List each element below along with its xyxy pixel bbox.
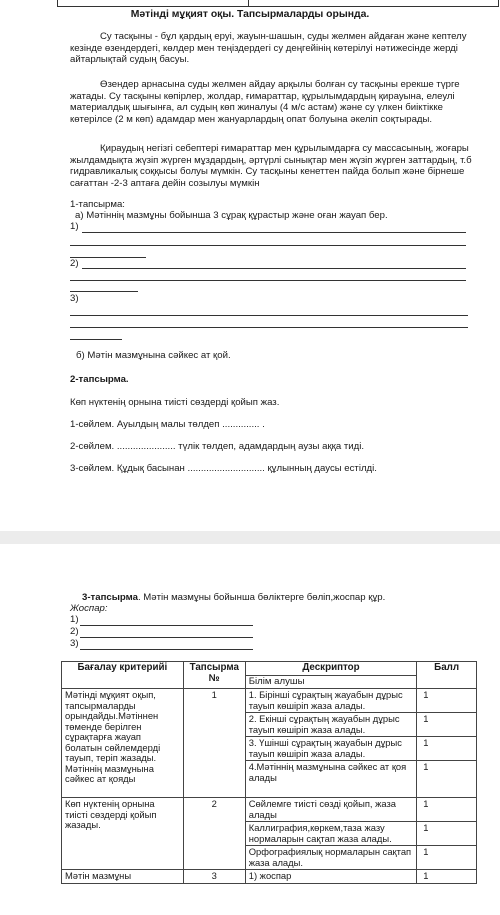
plan-item-2-line[interactable] <box>80 637 253 638</box>
table-cell-divider <box>248 0 249 7</box>
score-cell: 1 <box>417 713 477 737</box>
table-row <box>62 689 477 713</box>
task2-label: 2-тапсырма. <box>70 374 129 385</box>
plan-item-1-line[interactable] <box>80 625 253 626</box>
page-title: Мәтінді мұқият оқы. Тапсырмаларды орында. <box>130 9 370 20</box>
table-row <box>62 870 477 884</box>
answer-1-line-1[interactable] <box>82 232 466 233</box>
score-cell: 1 <box>417 737 477 761</box>
descriptor-cell: 1) жоспар <box>245 870 417 884</box>
plan-item-3-line[interactable] <box>80 649 253 650</box>
answer-1-line-3[interactable] <box>70 257 146 258</box>
task2-instruction: Көп нүктенің орнына тиісті сөздерді қойып жаз. <box>70 397 280 408</box>
plan-item-3-number: 3) <box>70 638 79 649</box>
paragraph-2: Өзендер арнасына суды желмен айдау арқылы болған су тасқыны ерекше түрге жатады. Су тасқыны көпірлер, жолдар, ғимараттар, құрылымдардың қирауына, елеулі материалдық шығынға, ал судың көп жиналуы (4 м/с астам) және су үлкен биіктікке көтерілсе (2 м көп) адамдар мен жануарлардың опат болуына әкеліп соқтырады. <box>70 79 460 125</box>
task1-question-a: а) Мәтіннің мазмұны бойынша 3 сұрақ құрастыр және оған жауап бер. <box>75 210 388 221</box>
answer-2-line-1[interactable] <box>82 268 466 269</box>
score-cell: 1 <box>417 822 477 846</box>
task-number-cell: 1 <box>183 689 245 798</box>
worksheet-page-2 <box>0 544 500 915</box>
sentence-3: 3-сөйлем. Құдық басынан ............................. құлынның даусы естілді. <box>70 463 377 474</box>
score-cell: 1 <box>417 798 477 822</box>
sentence-2: 2-сөйлем. ...................... түлік төлдеп, адамдардың аузы аққа тиді. <box>70 441 364 452</box>
answer-3-number: 3) <box>70 293 79 304</box>
descriptor-cell: 1. Бірінші сұрақтың жауабын дұрыс тауып көшіріп жаза алады. <box>245 689 417 713</box>
descriptor-cell: Сөйлемге тиісті сөзді қойып, жаза алады <box>245 798 417 822</box>
descriptor-cell: Орфографиялық нормаларын сақтап жаза алады. <box>245 846 417 870</box>
plan-label: Жоспар: <box>70 603 108 614</box>
task1-question-b: б) Мәтін мазмұнына сәйкес ат қой. <box>76 350 231 361</box>
answer-1-line-2[interactable] <box>70 245 466 246</box>
plan-item-1-number: 1) <box>70 614 79 625</box>
task3-label: 3-тапсырма <box>82 592 138 603</box>
subheader-learner: Білім алушы <box>245 675 417 689</box>
header-score: Балл <box>417 662 477 689</box>
answer-3-line-2[interactable] <box>70 327 468 328</box>
descriptor-cell: 2. Екінші сұрақтың жауабын дұрыс тауып көшіріп жаза алады. <box>245 713 417 737</box>
criterion-cell: Мәтін мазмұны <box>62 870 184 884</box>
assessment-rubric-table <box>61 661 477 884</box>
header-descriptor: Дескриптор <box>245 662 417 676</box>
criterion-cell: Мәтінді мұқият оқып, тапсырмаларды орындайды.Мәтіннен төменде берілген сұрақтарға жауап болатын сөйлемдерді тауып, теріп жазады. Мәтіннің мазмұнына сәйкес ат қояды <box>62 689 184 798</box>
task1-label: 1-тапсырма: <box>70 199 125 210</box>
answer-1-number: 1) <box>70 221 79 232</box>
page-separator <box>0 531 500 544</box>
criterion-cell: Көп нүктенің орнына тиісті сөздерді қойып жазады. <box>62 798 184 870</box>
table-row <box>62 798 477 822</box>
task-number-cell: 2 <box>183 798 245 870</box>
paragraph-1: Су тасқыны - бұл қардың еруі, жауын-шашын, суды желмен айдаған және кептелу кезінде өзендердегі, көлдер мен теңіздердегі су деңгейінің көтерілуі нәтижесінде жерді айтарлықтай судың басуы. <box>70 31 467 66</box>
header-task-number: Тапсырма № <box>183 662 245 689</box>
answer-2-number: 2) <box>70 258 79 269</box>
header-criterion: Бағалау критерийі <box>62 662 184 689</box>
answer-2-line-2[interactable] <box>70 280 466 281</box>
answer-3-line-1[interactable] <box>70 315 468 316</box>
previous-table-edge <box>57 0 499 7</box>
descriptor-cell: Каллиграфия,көркем,таза жазу нормаларын сақтап жаза алады. <box>245 822 417 846</box>
answer-3-line-3[interactable] <box>70 339 122 340</box>
paragraph-3: Қираудың негізгі себептері ғимараттар мен құрылымдарға су массасының, жоғары жылдамдықта жүзіп жүрген мұздардың, әртүрлі сынықтар мен жүзіп жүрген заттардың, т.б гидравликалық соққысы болуы мүмкін. Су тасқыны кенеттен пайда болып және бірнеше сағаттан -2-3 аптаға дейін созылуы мүмкін <box>70 143 472 189</box>
task-number-cell: 3 <box>183 870 245 884</box>
task3-heading <box>82 592 385 603</box>
score-cell: 1 <box>417 870 477 884</box>
score-cell: 1 <box>417 846 477 870</box>
task3-text: . Мәтін мазмұны бойынша бөліктерге бөліп,жоспар құр. <box>137 592 386 603</box>
plan-item-2-number: 2) <box>70 626 79 637</box>
sentence-1: 1-сөйлем. Ауылдың малы төлдеп .............. . <box>70 419 265 430</box>
rubric-header-row <box>62 662 477 676</box>
score-cell: 1 <box>417 761 477 798</box>
descriptor-cell: 4.Мәтіннің мазмұнына сәйкес ат қоя алады <box>245 761 417 798</box>
descriptor-cell: 3. Үшінші сұрақтың жауабын дұрыс тауып көшіріп жаза алады. <box>245 737 417 761</box>
score-cell: 1 <box>417 689 477 713</box>
answer-2-line-3[interactable] <box>70 291 138 292</box>
